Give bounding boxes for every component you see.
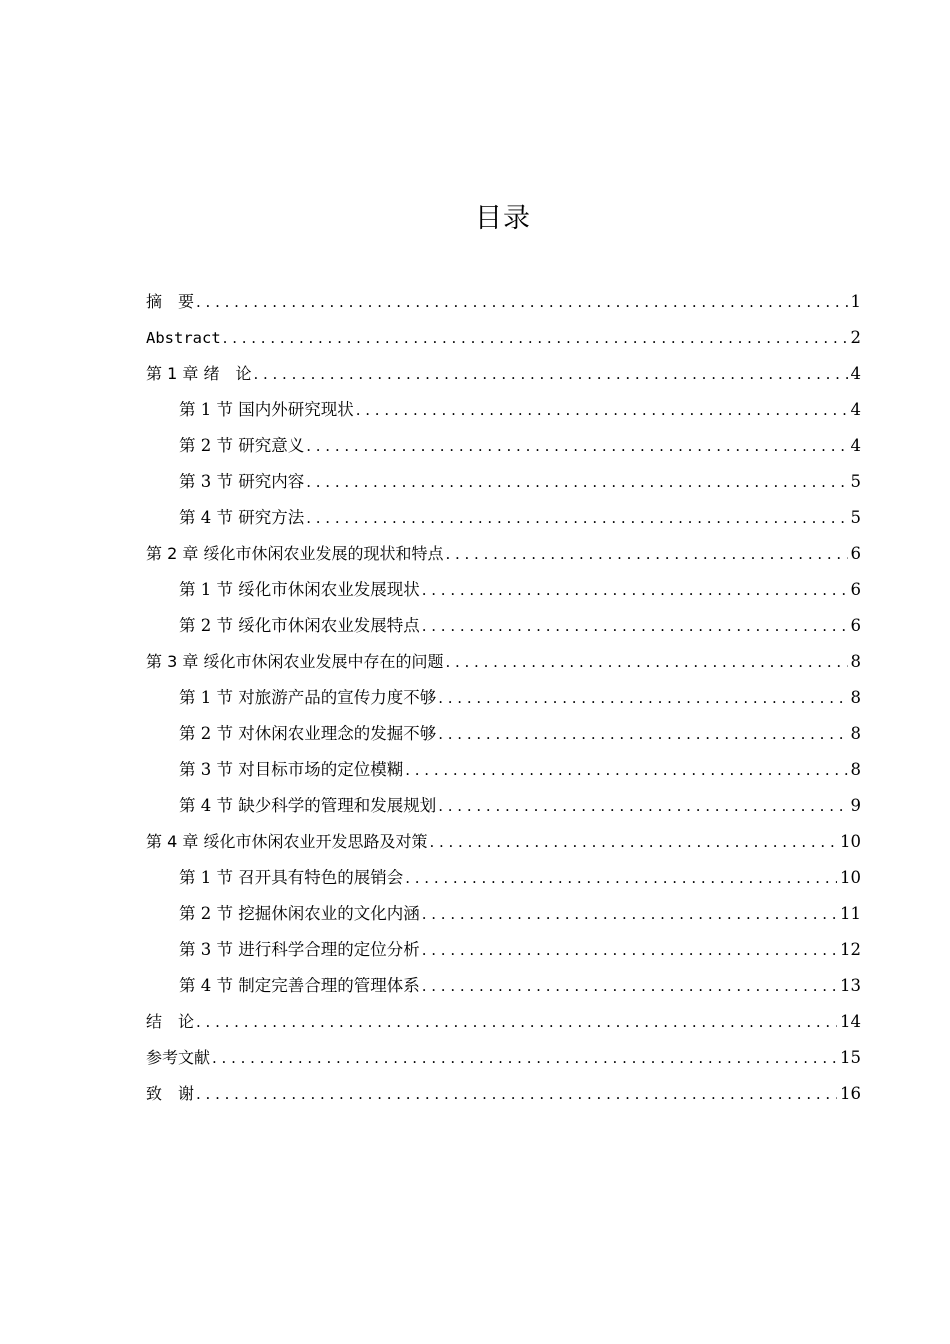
toc-leader-dots (445, 536, 847, 572)
toc-entry-page: 6 (850, 580, 861, 599)
toc-entry-page: 4 (850, 436, 861, 455)
toc-entry-page: 8 (850, 760, 861, 779)
toc-entry-chapter-2[interactable] (146, 536, 861, 572)
toc-leader-dots (196, 1076, 837, 1112)
toc-entry-label: 第 2 节 绥化市休闲农业发展特点 (179, 616, 420, 635)
toc-entry-page: 5 (850, 508, 861, 527)
toc-entry-page: 10 (840, 868, 861, 887)
toc-entry-label: 第 1 节 对旅游产品的宣传力度不够 (179, 688, 437, 707)
toc-entry-label: 第 2 节 对休闲农业理念的发掘不够 (179, 724, 437, 743)
toc-entry-page: 11 (840, 904, 861, 923)
toc-leader-dots (405, 752, 847, 788)
toc-entry-section-4-2[interactable] (146, 896, 861, 932)
toc-leader-dots (438, 788, 847, 824)
toc-entry-chapter-4[interactable] (146, 824, 861, 860)
toc-leader-dots (438, 716, 847, 752)
toc-entry-chapter-3[interactable] (146, 644, 861, 680)
toc-entry-label: 第 1 节 国内外研究现状 (179, 400, 354, 419)
toc-leader-dots (405, 860, 837, 896)
toc-entry-section-3-2[interactable] (146, 716, 861, 752)
toc-leader-dots (422, 608, 848, 644)
toc-entry-page: 6 (850, 544, 861, 563)
toc-leader-dots (306, 428, 847, 464)
toc-entry-label: 第 4 章 绥化市休闲农业开发思路及对策 (146, 832, 428, 851)
toc-entry-section-3-3[interactable] (146, 752, 861, 788)
toc-entry-label: 第 4 节 制定完善合理的管理体系 (179, 976, 420, 995)
toc-entry-label: 结 论 (146, 1012, 195, 1031)
toc-leader-dots (422, 572, 848, 608)
toc-entry-page: 2 (850, 328, 861, 347)
toc-leader-dots (445, 644, 847, 680)
toc-entry-label: 摘 要 (146, 292, 195, 311)
toc-leader-dots (429, 824, 837, 860)
toc-entry-page: 5 (850, 472, 861, 491)
toc-entry-abstract-cn[interactable] (146, 284, 861, 320)
toc-entry-abstract-en[interactable] (146, 320, 861, 356)
toc-entry-section-3-1[interactable] (146, 680, 861, 716)
toc-entry-acknowledgements[interactable] (146, 1076, 861, 1112)
toc-entry-section-2-2[interactable] (146, 608, 861, 644)
toc-entry-label: 第 3 章 绥化市休闲农业发展中存在的问题 (146, 652, 444, 671)
toc-entry-page: 4 (850, 364, 861, 383)
toc-entry-section-1-1[interactable] (146, 392, 861, 428)
toc-entry-label: Abstract (146, 329, 221, 347)
toc-entry-page: 8 (850, 688, 861, 707)
toc-entry-page: 8 (850, 724, 861, 743)
toc-entry-page: 8 (850, 652, 861, 671)
toc-entry-section-2-1[interactable] (146, 572, 861, 608)
toc-entry-label: 第 2 节 研究意义 (179, 436, 305, 455)
toc-entry-label: 第 3 节 研究内容 (179, 472, 305, 491)
toc-entry-page: 6 (850, 616, 861, 635)
toc-leader-dots (306, 464, 847, 500)
toc-entry-section-4-3[interactable] (146, 932, 861, 968)
toc-entry-page: 13 (840, 976, 861, 995)
toc-title: 目录 (475, 203, 531, 234)
toc-leader-dots (438, 680, 847, 716)
toc-entry-section-4-4[interactable] (146, 968, 861, 1004)
toc-entry-label: 第 2 章 绥化市休闲农业发展的现状和特点 (146, 544, 444, 563)
toc-entry-page: 15 (840, 1048, 861, 1067)
toc-entry-label: 第 2 节 挖掘休闲农业的文化内涵 (179, 904, 420, 923)
toc-entry-section-1-3[interactable] (146, 464, 861, 500)
toc-entry-label: 第 3 节 对目标市场的定位模糊 (179, 760, 404, 779)
toc-entry-section-4-1[interactable] (146, 860, 861, 896)
toc-entry-page: 9 (850, 796, 861, 815)
toc-entry-page: 1 (850, 292, 861, 311)
toc-entry-label: 第 1 节 绥化市休闲农业发展现状 (179, 580, 420, 599)
toc-entry-label: 第 4 节 研究方法 (179, 508, 305, 527)
toc-leader-dots (422, 932, 837, 968)
toc-leader-dots (196, 284, 847, 320)
toc-entry-references[interactable] (146, 1040, 861, 1076)
toc-entry-conclusion[interactable] (146, 1004, 861, 1040)
toc-entry-section-1-4[interactable] (146, 500, 861, 536)
toc-entry-page: 16 (840, 1084, 861, 1103)
toc-entry-label: 第 3 节 进行科学合理的定位分析 (179, 940, 420, 959)
toc-entry-label: 致 谢 (146, 1084, 195, 1103)
toc-leader-dots (196, 1004, 837, 1040)
toc-entry-section-1-2[interactable] (146, 428, 861, 464)
table-of-contents (146, 284, 861, 1112)
toc-leader-dots (253, 356, 847, 392)
toc-entry-label: 参考文献 (146, 1048, 211, 1067)
toc-entry-chapter-1[interactable] (146, 356, 861, 392)
toc-entry-section-3-4[interactable] (146, 788, 861, 824)
toc-entry-page: 12 (840, 940, 861, 959)
toc-leader-dots (422, 896, 837, 932)
toc-leader-dots (306, 500, 847, 536)
toc-leader-dots (223, 320, 848, 356)
toc-entry-page: 4 (850, 400, 861, 419)
toc-entry-label: 第 1 节 召开具有特色的展销会 (179, 868, 404, 887)
toc-entry-label: 第 1 章 绪 论 (146, 364, 252, 383)
toc-leader-dots (422, 968, 837, 1004)
toc-leader-dots (356, 392, 848, 428)
toc-entry-label: 第 4 节 缺少科学的管理和发展规划 (179, 796, 437, 815)
toc-entry-page: 10 (840, 832, 861, 851)
toc-entry-page: 14 (840, 1012, 861, 1031)
toc-leader-dots (212, 1040, 837, 1076)
